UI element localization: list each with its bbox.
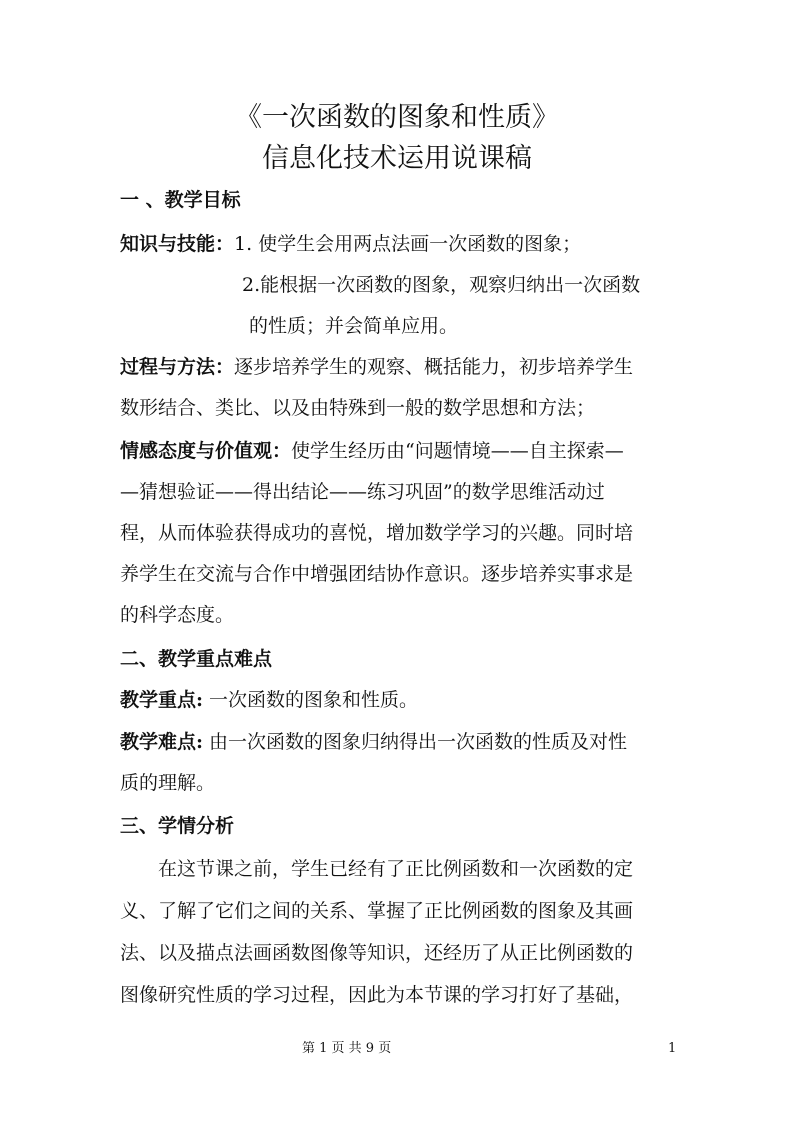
process-line-b: 数形结合、类比、以及由特殊到一般的数学思想和方法； [120,397,596,419]
analysis-line-a: 在这节课之前，学生已经有了正比例函数和一次函数的定 [158,858,634,880]
focus-label: 教学重点: [120,689,204,711]
analysis-line-b: 义、了解了它们之间的关系、掌握了正比例函数的图象及其画 [120,900,634,922]
emotion-line-d: 养学生在交流与合作中增强团结协作意识。逐步培养实事求是 [120,563,634,585]
emotion-label: 情感态度与价值观： [120,440,292,462]
focus-line [120,686,418,714]
document-title-line2: 信息化技术运用说课稿 [262,143,532,174]
footer-page-label: 第 1 页 共 9 页 [302,1041,392,1056]
section-heading-analysis: 三、学情分析 [120,815,235,837]
emotion-line-c: 程，从而体验获得成功的喜悦，增加数学学习的兴趣。同时培 [120,522,634,544]
knowledge-label: 知识与技能： [120,233,235,255]
difficulty-line-b: 质的理解。 [120,772,216,794]
emotion-line-e: 的科学态度。 [120,604,235,626]
section-heading-keypoints: 二、教学重点难点 [120,648,273,670]
difficulty-text-a: 由一次函数的图象归纳得出一次函数的性质及对性 [203,731,628,753]
document-title-line1: 《一次函数的图象和性质》 [235,102,559,133]
difficulty-line-a [120,728,627,756]
knowledge-item2-line-a: 2.能根据一次函数的图象，观察归纳出一次函数 [242,274,641,296]
emotion-line-a [120,437,624,465]
knowledge-item1: 1. 使学生会用两点法画一次函数的图象； [234,233,582,255]
knowledge-item2-line-b: 的性质；并会简单应用。 [249,315,459,337]
analysis-line-d: 图像研究性质的学习过程，因此为本节课的学习打好了基础， [120,984,634,1006]
footer-page-number: 1 [668,1041,677,1056]
process-text-a: 逐步培养学生的观察、概括能力，初步培养学生 [234,356,634,378]
focus-text: 一次函数的图象和性质。 [203,689,419,711]
emotion-text-a: 使学生经历由“问题情境——自主探索— [291,440,624,462]
emotion-line-b: —猜想验证——得出结论——练习巩固”的数学思维活动过 [120,481,605,503]
process-line-a [120,353,633,381]
section-heading-objectives: 一 、教学目标 [120,189,241,211]
knowledge-line [120,230,581,258]
process-label: 过程与方法： [120,356,235,378]
analysis-line-c: 法、以及描点法画函数图像等知识，还经历了从正比例函数的 [120,942,634,964]
difficulty-label: 教学难点: [120,731,204,753]
